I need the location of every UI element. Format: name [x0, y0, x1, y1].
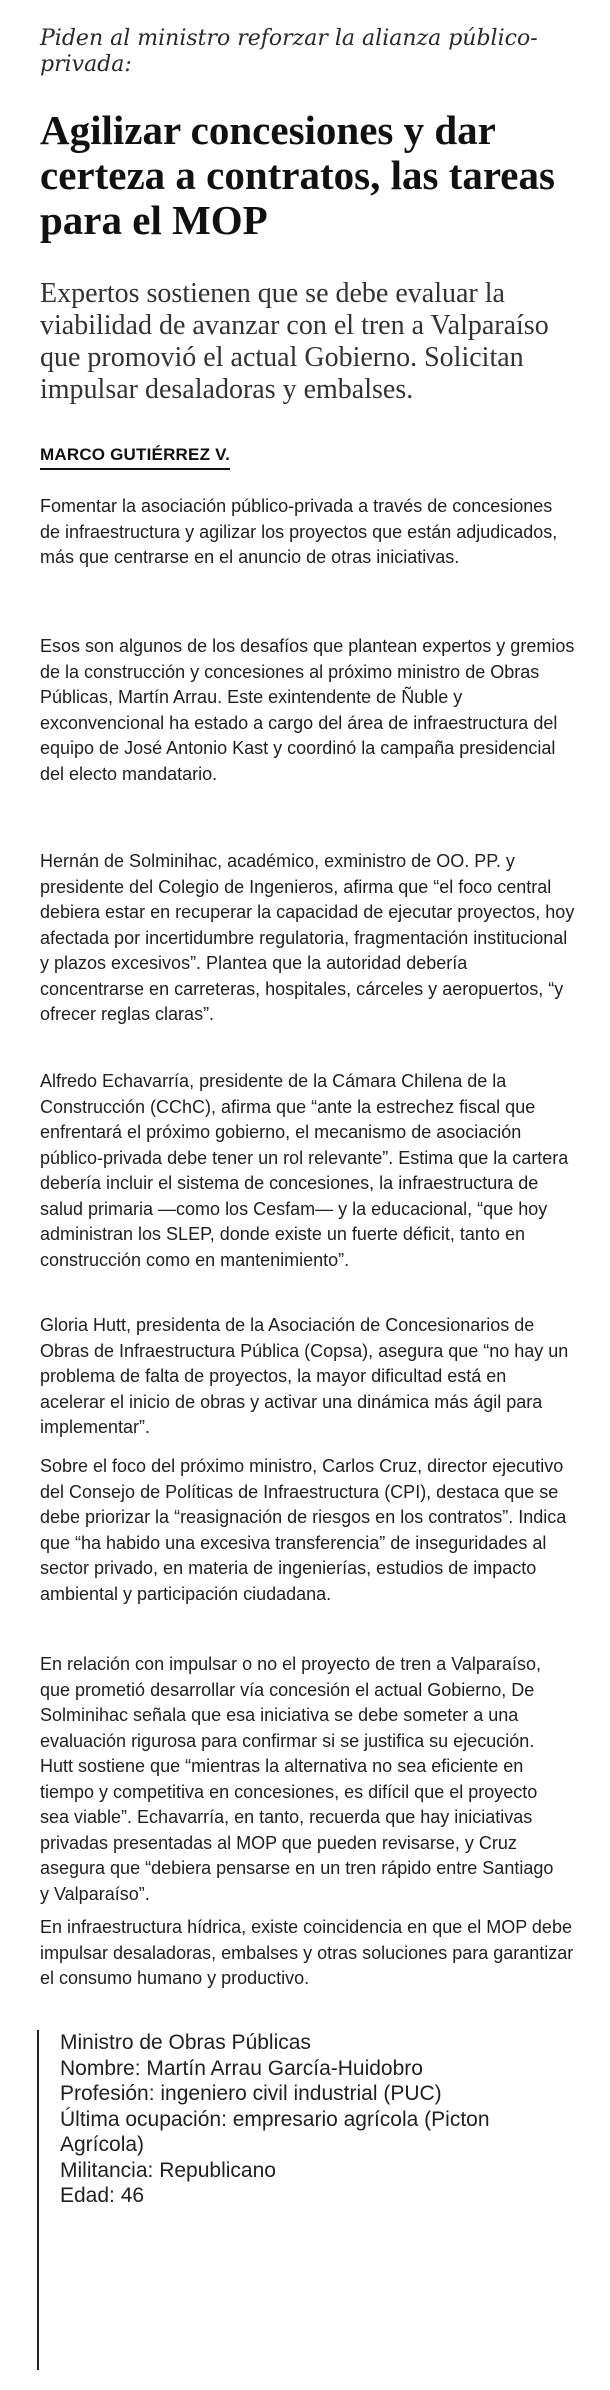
- byline: MARCO GUTIÉRREZ V.: [40, 445, 230, 470]
- body-paragraph: Hernán de Solminihac, académico, exministro de OO. PP. y presidente del Colegio de Ingenieros, afirma que “el foco central debiera estar en recuperar la capacidad de ejecutar proyectos, hoy afectada por incertidumbre regulatoria, fragmentación institucional y plazos excesivos”. Plantea que la autoridad debería concentrarse en carreteras, hospitales, cárceles y aeropuertos, “y ofrecer reglas claras”.: [40, 851, 575, 1024]
- profile-party: Militancia: Republicano: [60, 2158, 276, 2182]
- deck: Expertos sostienen que se debe evaluar la viabilidad de avanzar con el tren a Valparaíso que promovió el actual Gobierno. Solicitan impulsar desaladoras y embalses.: [40, 278, 549, 405]
- body-paragraph: Alfredo Echavarría, presidente de la Cámara Chilena de la Construcción (CChC), afirma que “ante la estrechez fiscal que enfrentará el próximo gobierno, el mecanismo de asociación público-privada debe tener un rol relevante”. Estima que la cartera debería incluir el sistema de concesiones, la infraestructura de salud primaria —como los Cesfam— y la educacional, “que hoy administran los SLEP, donde existe un fuerte déficit, tanto en construcción como en mantenimiento”.: [40, 1071, 569, 1270]
- profile-profession: Profesión: ingeniero civil industrial (PUC): [60, 2082, 442, 2105]
- headline: Agilizar concesiones y dar certeza a contratos, las tareas para el MOP: [40, 107, 555, 243]
- profile-name: Nombre: Martín Arrau García-Huidobro: [60, 2056, 423, 2080]
- profile-last-occupation: Última ocupación: empresario agrícola (Picton Agrícola): [60, 2107, 490, 2156]
- profile-age: Edad: 46: [60, 2184, 145, 2207]
- profile-role: Ministro de Obras Públicas: [60, 2031, 311, 2054]
- body-paragraph: Gloria Hutt, presidenta de la Asociación de Concesionarios de Obras de Infraestructura Pública (Copsa), asegura que “no hay un problema de falta de proyectos, la mayor dificultad está en acelerar el inicio de obras y activar una dinámica más ágil para implementar”.: [40, 1315, 569, 1437]
- body-paragraph: Sobre el foco del próximo ministro, Carlos Cruz, director ejecutivo del Consejo de Políticas de Infraestructura (CPI), destaca que se debe priorizar la “reasignación de riesgos en los contratos”. Indica que “ha habido una excesiva transferencia” de inseguridades al sector privado, en materia de ingenierías, estudios de impacto ambiental y participación ciudadana.: [40, 1456, 567, 1604]
- minister-profile-box: [37, 2030, 557, 2370]
- body-paragraph: En infraestructura hídrica, existe coincidencia en que el MOP debe impulsar desaladoras, embalses y otras soluciones para garantizar el consumo humano y productivo.: [40, 1917, 574, 1988]
- body-paragraph: En relación con impulsar o no el proyecto de tren a Valparaíso, que prometió desarrollar vía concesión el actual Gobierno, De Solminihac señala que esa iniciativa se debe someter a una evaluación rigurosa para confirmar si se justifica su ejecución. Hutt sostiene que “mientras la alternativa no sea eficiente en tiempo y competitiva en concesiones, es difícil que el proyecto sea viable”. Echavarría, en tanto, recuerda que hay iniciativas privadas presentadas al MOP que pueden revisarse, y Cruz asegura que “debiera pensarse en un tren rápido entre Santiago y Valparaíso”.: [40, 1654, 554, 1904]
- kicker: Piden al ministro reforzar la alianza público-privada:: [40, 26, 538, 77]
- body-paragraph: Fomentar la asociación público-privada a través de concesiones de infraestructura y agilizar los proyectos que están adjudicados, más que centrarse en el anuncio de otras iniciativas.: [40, 496, 558, 567]
- body-paragraph: Esos son algunos de los desafíos que plantean expertos y gremios de la construcción y concesiones al próximo ministro de Obras Públicas, Martín Arrau. Este exintendente de Ñuble y exconvencional ha estado a cargo del área de infraestructura del equipo de José Antonio Kast y coordinó la campaña presidencial del electo mandatario.: [40, 636, 575, 784]
